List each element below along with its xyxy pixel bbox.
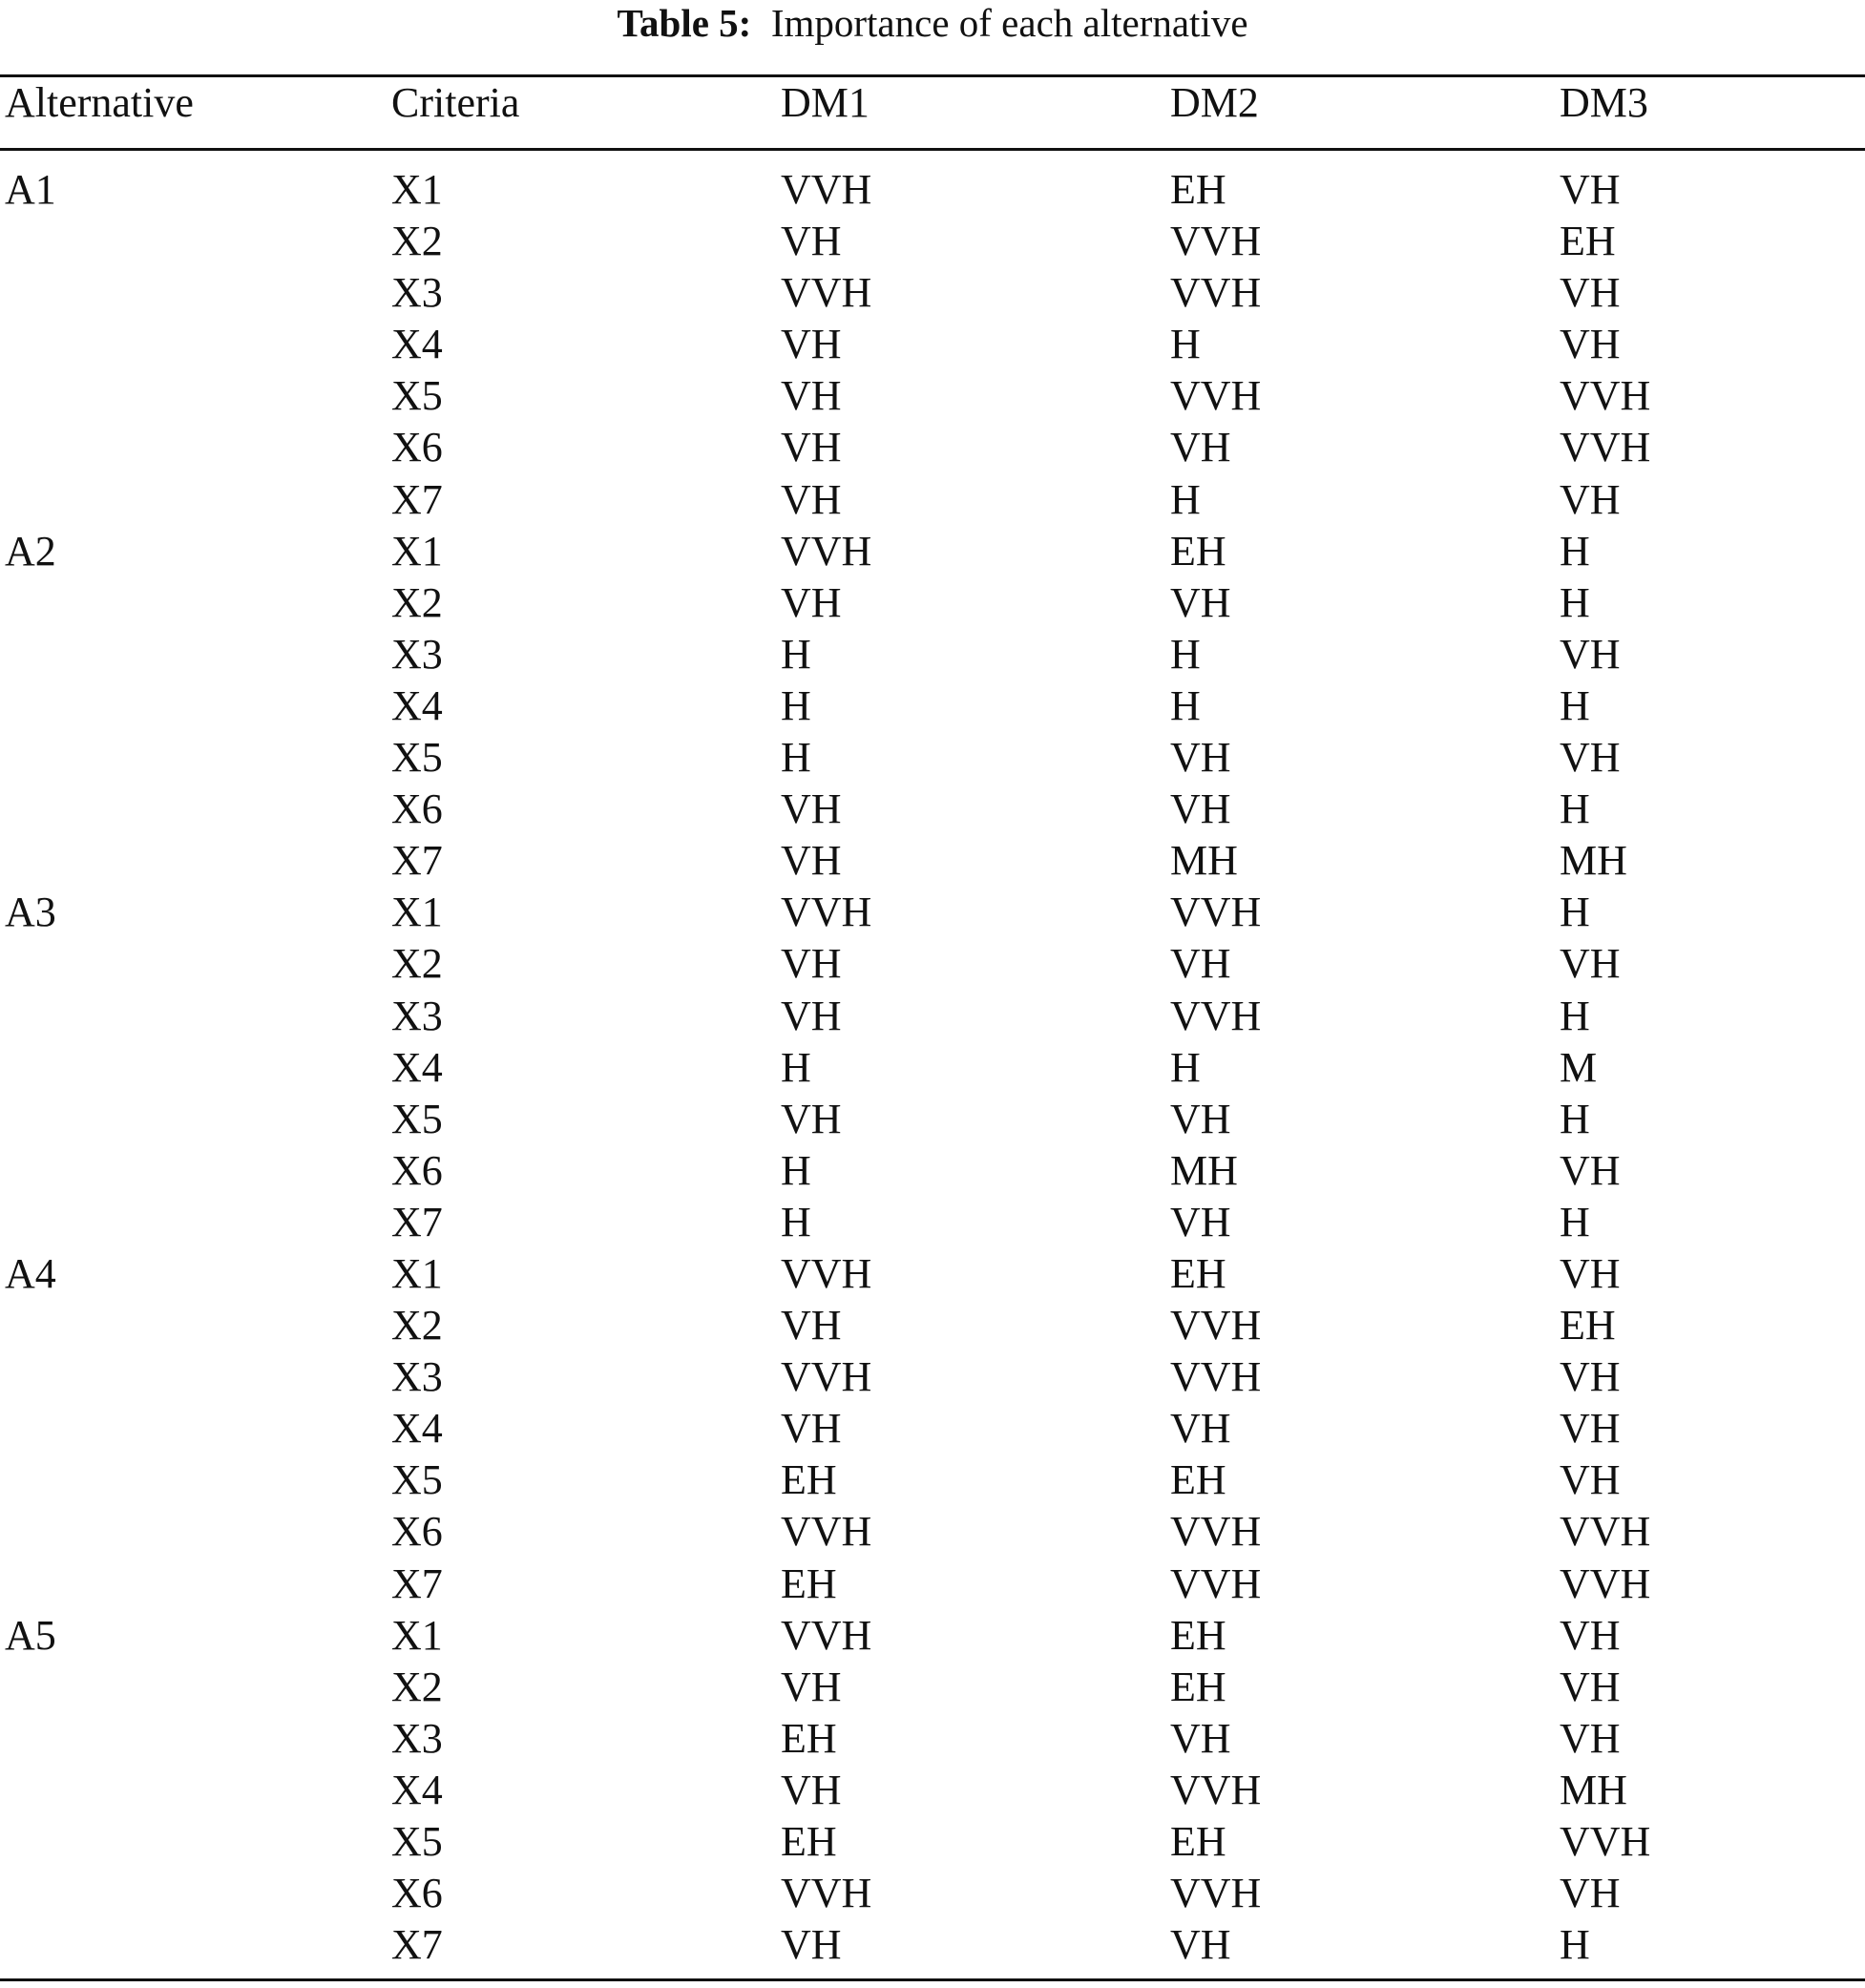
dm2-cell: VVH xyxy=(1170,992,1262,1039)
criteria-cell: X6 xyxy=(391,1508,443,1556)
dm1-cell: VVH xyxy=(781,1353,872,1401)
dm2-cell: VVH xyxy=(1170,1559,1262,1607)
dm1-cell: VVH xyxy=(781,166,872,213)
dm1-cell: H xyxy=(781,630,811,678)
dm3-cell: H xyxy=(1560,1095,1590,1142)
table-row xyxy=(0,785,1865,836)
table-row xyxy=(0,1146,1865,1198)
dm3-cell: VH xyxy=(1560,166,1621,213)
dm3-cell: VH xyxy=(1560,1249,1621,1297)
column-header-criteria: Criteria xyxy=(391,79,520,126)
table-row xyxy=(0,1766,1865,1817)
dm3-cell: VH xyxy=(1560,1353,1621,1401)
criteria-cell: X7 xyxy=(391,1198,443,1245)
table-row xyxy=(0,681,1865,733)
table-row xyxy=(0,1198,1865,1249)
dm3-cell: H xyxy=(1560,889,1590,936)
dm1-cell: VH xyxy=(781,992,842,1039)
dm2-cell: VH xyxy=(1170,424,1231,471)
table-row xyxy=(0,836,1865,888)
dm3-cell: H xyxy=(1560,681,1590,729)
table-row xyxy=(0,939,1865,991)
dm2-cell: VH xyxy=(1170,1095,1231,1142)
dm3-cell: MH xyxy=(1560,1766,1627,1813)
dm2-cell: VVH xyxy=(1170,889,1262,936)
dm2-cell: H xyxy=(1170,475,1201,523)
table-row xyxy=(0,1043,1865,1095)
criteria-cell: X4 xyxy=(391,1405,443,1453)
dm2-cell: MH xyxy=(1170,1146,1238,1194)
dm3-cell: VH xyxy=(1560,475,1621,523)
criteria-cell: X6 xyxy=(391,424,443,471)
dm2-cell: EH xyxy=(1170,1249,1226,1297)
dm3-cell: VH xyxy=(1560,1870,1621,1917)
criteria-cell: X5 xyxy=(391,1456,443,1504)
table-row xyxy=(0,1559,1865,1611)
criteria-cell: X2 xyxy=(391,940,443,988)
dm3-cell: VVH xyxy=(1560,1508,1651,1556)
dm2-cell: H xyxy=(1170,681,1201,729)
table-row xyxy=(0,1404,1865,1455)
dm1-cell: VH xyxy=(781,1663,842,1710)
dm2-cell: VVH xyxy=(1170,218,1262,265)
table-row xyxy=(0,992,1865,1043)
table-row xyxy=(0,733,1865,785)
criteria-cell: X6 xyxy=(391,1146,443,1194)
table-row xyxy=(0,1507,1865,1559)
criteria-cell: X5 xyxy=(391,1095,443,1142)
criteria-cell: X5 xyxy=(391,734,443,782)
criteria-cell: X1 xyxy=(391,889,443,936)
table-row xyxy=(0,1249,1865,1301)
table-row xyxy=(0,578,1865,630)
criteria-cell: X2 xyxy=(391,1302,443,1350)
dm3-cell: VH xyxy=(1560,1456,1621,1504)
dm1-cell: VVH xyxy=(781,1508,872,1556)
criteria-cell: X2 xyxy=(391,1663,443,1710)
dm3-cell: VH xyxy=(1560,1611,1621,1659)
dm1-cell: VH xyxy=(781,218,842,265)
criteria-cell: X3 xyxy=(391,269,443,317)
dm2-cell: VVH xyxy=(1170,1353,1262,1401)
dm3-cell: VH xyxy=(1560,269,1621,317)
criteria-cell: X6 xyxy=(391,1870,443,1917)
dm3-cell: MH xyxy=(1560,837,1627,885)
dm1-cell: H xyxy=(781,734,811,782)
dm3-cell: VVH xyxy=(1560,372,1651,420)
table-row xyxy=(0,165,1865,217)
dm2-cell: VH xyxy=(1170,578,1231,626)
dm1-cell: EH xyxy=(781,1456,837,1504)
dm1-cell: VH xyxy=(781,321,842,368)
dm2-cell: VVH xyxy=(1170,269,1262,317)
criteria-cell: X1 xyxy=(391,166,443,213)
dm3-cell: VH xyxy=(1560,630,1621,678)
dm3-cell: VH xyxy=(1560,1663,1621,1710)
criteria-cell: X7 xyxy=(391,1921,443,1969)
table-header-row xyxy=(0,78,1865,136)
dm3-cell: H xyxy=(1560,785,1590,833)
alternative-cell: A5 xyxy=(5,1611,56,1659)
criteria-cell: X1 xyxy=(391,527,443,575)
dm2-cell: VVH xyxy=(1170,1302,1262,1350)
dm2-cell: EH xyxy=(1170,1456,1226,1504)
dm1-cell: VVH xyxy=(781,1249,872,1297)
dm2-cell: H xyxy=(1170,321,1201,368)
dm1-cell: EH xyxy=(781,1559,837,1607)
table-row xyxy=(0,217,1865,268)
dm2-cell: MH xyxy=(1170,837,1238,885)
criteria-cell: X3 xyxy=(391,630,443,678)
table-row xyxy=(0,1714,1865,1766)
criteria-cell: X4 xyxy=(391,1043,443,1091)
table-row xyxy=(0,1352,1865,1404)
dm3-cell: VVH xyxy=(1560,1559,1651,1607)
table-row xyxy=(0,475,1865,527)
dm3-cell: H xyxy=(1560,527,1590,575)
table-row xyxy=(0,1455,1865,1507)
table-row xyxy=(0,1611,1865,1663)
dm2-cell: VH xyxy=(1170,785,1231,833)
table-caption-text: Importance of each alternative xyxy=(770,1,1248,45)
dm1-cell: VH xyxy=(781,475,842,523)
dm2-cell: VH xyxy=(1170,1198,1231,1245)
table-row xyxy=(0,371,1865,423)
dm3-cell: VH xyxy=(1560,1714,1621,1762)
dm1-cell: VH xyxy=(781,1921,842,1969)
table-row xyxy=(0,630,1865,681)
dm3-cell: VVH xyxy=(1560,424,1651,471)
dm1-cell: VH xyxy=(781,837,842,885)
criteria-cell: X4 xyxy=(391,681,443,729)
dm3-cell: VH xyxy=(1560,734,1621,782)
dm2-cell: EH xyxy=(1170,1663,1226,1710)
dm3-cell: VH xyxy=(1560,321,1621,368)
table-row xyxy=(0,527,1865,578)
dm1-cell: H xyxy=(781,681,811,729)
dm1-cell: VVH xyxy=(781,269,872,317)
table-top-rule xyxy=(0,74,1865,77)
dm3-cell: VVH xyxy=(1560,1818,1651,1865)
alternative-cell: A4 xyxy=(5,1249,56,1297)
column-header-alternative: Alternative xyxy=(5,79,194,126)
dm2-cell: VH xyxy=(1170,734,1231,782)
dm1-cell: VH xyxy=(781,1302,842,1350)
table-row xyxy=(0,423,1865,474)
table-row xyxy=(0,1301,1865,1352)
dm2-cell: VH xyxy=(1170,1714,1231,1762)
criteria-cell: X4 xyxy=(391,321,443,368)
dm3-cell: VH xyxy=(1560,1146,1621,1194)
criteria-cell: X2 xyxy=(391,578,443,626)
dm3-cell: M xyxy=(1560,1043,1598,1091)
table-body xyxy=(0,165,1865,1972)
criteria-cell: X3 xyxy=(391,1714,443,1762)
dm1-cell: VH xyxy=(781,785,842,833)
dm1-cell: VH xyxy=(781,940,842,988)
dm1-cell: VH xyxy=(781,372,842,420)
dm3-cell: EH xyxy=(1560,218,1616,265)
table-caption xyxy=(0,0,1865,46)
dm1-cell: VH xyxy=(781,578,842,626)
column-header-dm1: DM1 xyxy=(781,79,870,126)
dm1-cell: VVH xyxy=(781,889,872,936)
dm2-cell: VVH xyxy=(1170,372,1262,420)
criteria-cell: X4 xyxy=(391,1766,443,1813)
dm1-cell: VVH xyxy=(781,1611,872,1659)
criteria-cell: X7 xyxy=(391,1559,443,1607)
criteria-cell: X5 xyxy=(391,1818,443,1865)
criteria-cell: X6 xyxy=(391,785,443,833)
dm2-cell: VVH xyxy=(1170,1766,1262,1813)
table-row xyxy=(0,888,1865,939)
dm2-cell: H xyxy=(1170,1043,1201,1091)
dm2-cell: VVH xyxy=(1170,1508,1262,1556)
dm3-cell: EH xyxy=(1560,1302,1616,1350)
dm2-cell: EH xyxy=(1170,1818,1226,1865)
dm1-cell: VVH xyxy=(781,527,872,575)
dm1-cell: VH xyxy=(781,1766,842,1813)
dm2-cell: VVH xyxy=(1170,1870,1262,1917)
dm3-cell: VH xyxy=(1560,940,1621,988)
dm3-cell: H xyxy=(1560,992,1590,1039)
dm3-cell: H xyxy=(1560,1921,1590,1969)
criteria-cell: X3 xyxy=(391,992,443,1039)
dm1-cell: H xyxy=(781,1146,811,1194)
table-header-rule xyxy=(0,148,1865,151)
criteria-cell: X1 xyxy=(391,1611,443,1659)
dm2-cell: VH xyxy=(1170,940,1231,988)
dm3-cell: VH xyxy=(1560,1405,1621,1453)
dm1-cell: VVH xyxy=(781,1870,872,1917)
dm2-cell: VH xyxy=(1170,1405,1231,1453)
criteria-cell: X7 xyxy=(391,837,443,885)
dm1-cell: H xyxy=(781,1043,811,1091)
table-caption-label: Table 5: xyxy=(617,1,752,45)
table-row xyxy=(0,1095,1865,1146)
criteria-cell: X5 xyxy=(391,372,443,420)
dm2-cell: EH xyxy=(1170,166,1226,213)
table-row xyxy=(0,268,1865,320)
dm3-cell: H xyxy=(1560,1198,1590,1245)
dm1-cell: VH xyxy=(781,1095,842,1142)
dm1-cell: EH xyxy=(781,1714,837,1762)
dm1-cell: EH xyxy=(781,1818,837,1865)
dm3-cell: H xyxy=(1560,578,1590,626)
table-row xyxy=(0,1869,1865,1920)
table-bottom-rule xyxy=(0,1978,1865,1981)
table-row xyxy=(0,1663,1865,1714)
column-header-dm3: DM3 xyxy=(1560,79,1648,126)
criteria-cell: X1 xyxy=(391,1249,443,1297)
table-row xyxy=(0,1920,1865,1972)
dm1-cell: VH xyxy=(781,1405,842,1453)
table-row xyxy=(0,320,1865,371)
alternative-cell: A1 xyxy=(5,166,56,213)
criteria-cell: X2 xyxy=(391,218,443,265)
table-row xyxy=(0,1817,1865,1869)
dm2-cell: EH xyxy=(1170,1611,1226,1659)
dm2-cell: EH xyxy=(1170,527,1226,575)
alternative-cell: A2 xyxy=(5,527,56,575)
dm2-cell: VH xyxy=(1170,1921,1231,1969)
criteria-cell: X3 xyxy=(391,1353,443,1401)
alternative-cell: A3 xyxy=(5,889,56,936)
column-header-dm2: DM2 xyxy=(1170,79,1259,126)
dm1-cell: VH xyxy=(781,424,842,471)
criteria-cell: X7 xyxy=(391,475,443,523)
dm1-cell: H xyxy=(781,1198,811,1245)
dm2-cell: H xyxy=(1170,630,1201,678)
